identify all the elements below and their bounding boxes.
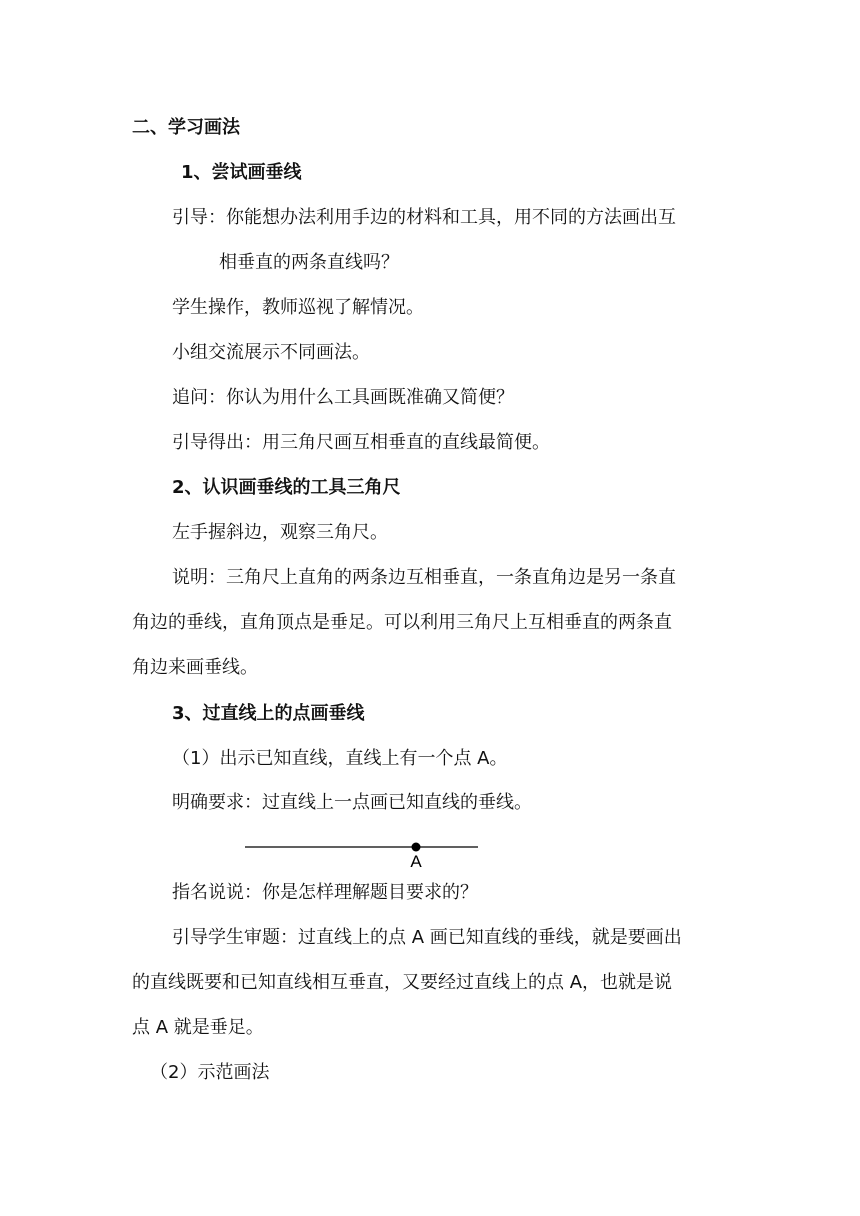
paragraph-line: 角边的垂线，直角顶点是垂足。可以利用三角尺上互相垂直的两条直 [132, 612, 672, 633]
subsection-title-3: 3、过直线上的点画垂线 [172, 703, 365, 724]
section-heading: 二、学习画法 [132, 117, 240, 138]
paragraph-line: 追问：你认为用什么工具画既准确又简便？ [172, 387, 514, 408]
point-a-label: A [410, 852, 422, 871]
subsection-title-2: 2、认识画垂线的工具三角尺 [172, 477, 401, 498]
paragraph-line: 左手握斜边，观察三角尺。 [172, 522, 388, 543]
line-with-point-figure [240, 834, 480, 874]
paragraph-line: 的直线既要和已知直线相互垂直，又要经过直线上的点 A，也就是说 [132, 972, 673, 993]
paragraph-line: 小组交流展示不同画法。 [172, 342, 370, 363]
point-a [412, 843, 421, 852]
paragraph-line: 点 A 就是垂足。 [132, 1017, 264, 1038]
paragraph-line: 指名说说：你是怎样理解题目要求的？ [172, 882, 478, 903]
paragraph-line: 引导学生审题：过直线上的点 A 画已知直线的垂线，就是要画出 [172, 927, 682, 948]
paragraph-line: 明确要求：过直线上一点画已知直线的垂线。 [172, 792, 532, 813]
paragraph-line: 说明：三角尺上直角的两条边互相垂直，一条直角边是另一条直 [172, 567, 676, 588]
paragraph-line: （1）出示已知直线，直线上有一个点 A。 [172, 748, 508, 769]
paragraph-line: 角边来画垂线。 [132, 657, 258, 678]
paragraph-line: （2）示范画法 [150, 1062, 270, 1083]
subsection-title-1: 1、尝试画垂线 [181, 162, 302, 183]
paragraph-line: 相垂直的两条直线吗？ [219, 252, 399, 273]
paragraph-line: 引导：你能想办法利用手边的材料和工具，用不同的方法画出互 [172, 207, 676, 228]
paragraph-line: 引导得出：用三角尺画互相垂直的直线最简便。 [172, 432, 550, 453]
paragraph-line: 学生操作，教师巡视了解情况。 [172, 297, 424, 318]
